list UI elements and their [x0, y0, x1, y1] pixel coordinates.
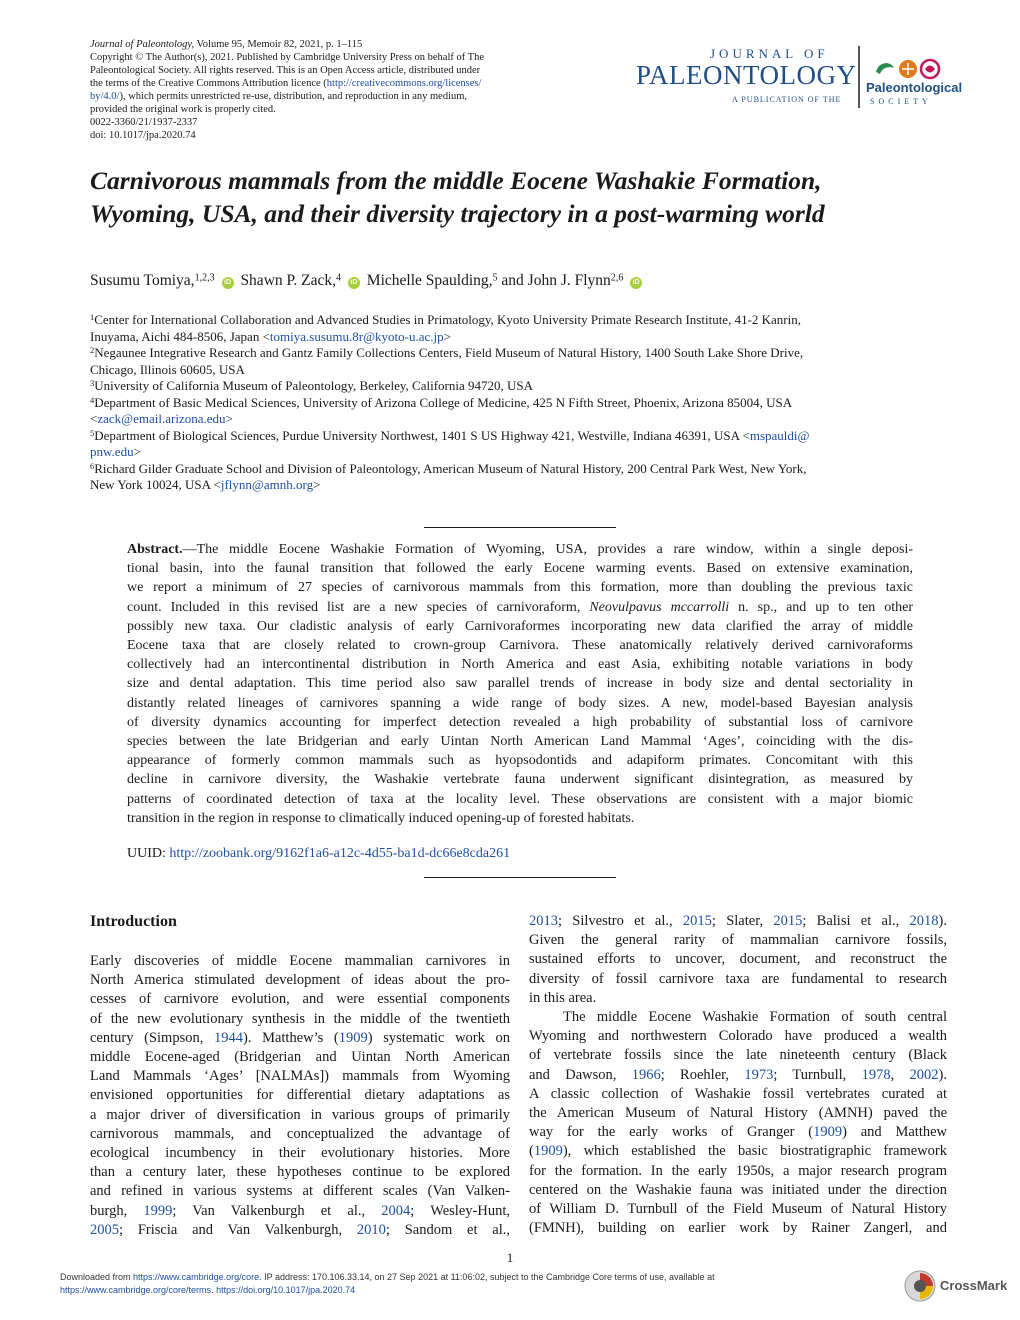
license-line: by/4.0/), which permits unrestricted re-use, distribution, and reproduction in any medium, — [90, 91, 468, 102]
paragraph — [90, 952, 510, 1240]
body-line: the American Museum of Natural History (AMNH) paved the — [529, 1105, 947, 1122]
citation-link[interactable]: 1978 — [861, 1066, 891, 1083]
body-line: A classic collection of Washakie fossil vertebrates curated at — [529, 1085, 947, 1102]
body-line: sustained efforts to uncover, document, and reconstruct the — [529, 951, 947, 968]
body-line: The middle Eocene Washakie Formation of south central — [563, 1009, 947, 1026]
body-line: North America stimulated development of ideas about the pro- — [90, 972, 510, 989]
citation-link[interactable]: 2013 — [529, 913, 558, 929]
citation-link[interactable]: 2018 — [909, 913, 939, 929]
orcid-icon[interactable]: iD — [348, 277, 360, 289]
abstract — [127, 540, 913, 828]
body-line: Wyoming and northwestern Colorado have produced a wealth — [529, 1028, 947, 1045]
abstract-line: appearance of formerly common mammals such as hyopsodontids and adapiform primates. Concomitant with this — [127, 753, 913, 769]
abstract-line: count. Included in this revised list are a new species of carnivoraform, Neovulpavus mccarrolli n. sp., and up to ten other — [127, 599, 913, 615]
abstract-line: transition in the region in response to climatically induced opening-up of forested habitats. — [127, 810, 635, 826]
body-line: way for the early works of Granger (1909) and Matthew — [529, 1124, 948, 1141]
body-column-left — [90, 912, 510, 1240]
author-affil-sup: 4 — [336, 272, 342, 284]
license-link[interactable]: http://creativecommons.org/licenses/ — [326, 78, 482, 89]
affiliations — [90, 312, 920, 494]
citation-link[interactable]: 1973 — [744, 1066, 774, 1083]
journal-logo-top: JOURNAL OF — [710, 46, 829, 61]
email-link[interactable]: mspauldi@ — [749, 427, 810, 443]
paragraph — [529, 912, 947, 1238]
email-link[interactable]: tomiya.susumu.8r@kyoto-u.ac.jp — [269, 328, 444, 344]
citation-link[interactable]: 2015 — [773, 913, 803, 929]
citation-link[interactable]: 1909 — [533, 1143, 563, 1160]
body-line: cesses of carnivore evolution, and were essential components — [90, 991, 510, 1008]
footer-link[interactable]: https://doi.org/10.1017/jpa.2020.74 — [216, 1285, 356, 1295]
abstract-line: species between the late Bridgerian and early Uintan North American Land Mammal ‘Ages’, coinciding with the dis- — [127, 734, 913, 750]
crossmark-icon — [904, 1268, 936, 1304]
body-line: middle Eocene-aged (Bridgerian and Uintan North American — [90, 1049, 510, 1066]
citation-link[interactable]: 1909 — [813, 1124, 843, 1141]
license-line: provided the original work is properly cited. — [90, 104, 276, 115]
abstract-line: tional basin, into the faunal transition that followed the early Eocene warming events. Based on extensive examination, — [127, 561, 913, 577]
section-heading: Introduction — [90, 913, 177, 930]
body-line: a major driver of diversification in various groups of primarily — [90, 1106, 510, 1123]
affiliation: $^2$Negaunee Integrative Research and Gantz Family Collections Centers, Field Museum of Natural History, 1400 South Lake Shore Drive, Chicago, Illinois 60605, USA — [90, 345, 804, 377]
citation-link[interactable]: 2010 — [356, 1221, 386, 1238]
abstract-line: of diversity dynamics accounting for imperfect detection revealed a high probability of substantial loss of carnivore — [127, 714, 913, 730]
citation-block — [90, 38, 570, 142]
orcid-icon[interactable]: iD — [222, 277, 234, 289]
body-line: ecological incumbency in their evolutionary histories. More — [90, 1145, 510, 1162]
download-footer: Downloaded from https://www.cambridge.org/core. IP address: 170.106.33.14, on 27 Sep 2021 at 11:06:02, subject to the Cambridge Core terms of use, available at https://www.cambridge.org/core/terms. https://doi.org/10.1017/jpa.2020.74 — [60, 1272, 715, 1295]
citation-link[interactable]: 2004 — [381, 1202, 411, 1219]
citation-link[interactable]: 2005 — [90, 1221, 119, 1238]
abstract-line: patterns of coordinated detection of taxa at the locality level. These observations are consistent with a major biomic — [127, 791, 913, 807]
license-line: the terms of the Creative Commons Attribution licence (http://creativecommons.org/licenses/ — [90, 78, 482, 89]
body-line: centered on the Washakie fauna was initiated under the direction — [529, 1181, 947, 1198]
issn: 0022-3360/21/1937-2337 — [90, 117, 198, 128]
body-line: 2005; Friscia and Van Valkenburgh, 2010; Sandom et al., — [90, 1221, 510, 1238]
abstract-label: Abstract. — [127, 542, 183, 557]
abstract-line: distantly related lineages of carnivores spanning a wide range of body sizes. A new, model-based Bayesian analysis — [127, 695, 913, 711]
author-affil-sup: 5 — [492, 272, 498, 284]
body-line: of William D. Turnbull of the Field Museum of Natural History — [529, 1201, 947, 1218]
license-link[interactable]: by/4.0/ — [90, 91, 120, 102]
body-line: burgh, 1999; Van Valkenburgh et al., 2004; Wesley-Hunt, — [90, 1202, 510, 1219]
journal-logo-name: PALEONTOLOGY — [636, 60, 857, 90]
citation-link[interactable]: 1944 — [213, 1029, 243, 1046]
affiliation: $^1$Center for International Collaboration and Advanced Studies in Primatology, Kyoto University Primate Research Institute, 41-2 Kanrin, Inuyama, Aichi 484-8506, Japan <tomiya.susumu.8r@kyoto-u.ac.jp> — [90, 312, 801, 344]
abstract-line: decline in carnivore diversity, the Washakie vertebrate fauna underwent significant disintegration, as measured by — [127, 772, 913, 788]
affiliation: $^3$University of California Museum of Paleontology, Berkeley, California 94720, USA — [90, 378, 534, 393]
uuid-label: UUID: — [127, 846, 170, 861]
author-affil-sup: 2,6 — [610, 272, 624, 284]
citation-link[interactable]: 1909 — [338, 1029, 368, 1046]
author-name: Michelle Spaulding, — [366, 272, 493, 289]
body-column-right — [529, 912, 947, 1238]
author-list — [90, 272, 920, 290]
citation-link[interactable]: 2002 — [909, 1066, 939, 1083]
body-line: (1909), which established the basic biostratigraphic framework — [529, 1143, 947, 1160]
copyright-line: Paleontological Society. All rights reserved. This is an Open Access article, distributed under — [90, 65, 481, 76]
author-name: Susumu Tomiya, — [90, 272, 195, 289]
species-name: Neovulpavus mccarrolli — [589, 599, 730, 615]
crossmark-label: CrossMark — [940, 1278, 1008, 1293]
orcid-icon[interactable]: iD — [630, 277, 642, 289]
footer-link[interactable]: https://www.cambridge.org/core/terms — [60, 1285, 212, 1295]
logo-divider — [858, 46, 860, 108]
society-logo-sub: SOCIETY — [870, 97, 932, 106]
abstract-line: Abstract.—The middle Eocene Washakie Formation of Wyoming, USA, provides a rare window, within a single deposi- — [127, 542, 913, 557]
citation-link[interactable]: 2015 — [682, 913, 712, 929]
copyright-line: Copyright © The Author(s), 2021. Published by Cambridge University Press on behalf of The — [90, 52, 485, 63]
abstract-line: we report a minimum of 27 species of carnivorous mammals from this formation, more than doubling the previous taxic — [127, 580, 913, 596]
section-divider — [424, 527, 616, 528]
email-link[interactable]: zack@email.arizona.edu — [97, 411, 226, 426]
body-line: and Dawson, 1966; Roehler, 1973; Turnbull, 1978, 2002). — [529, 1066, 948, 1083]
body-line: envisioned opportunities for differential dietary adaptations as — [90, 1087, 510, 1104]
society-logo-name: Paleontological — [866, 80, 963, 95]
body-line: Land Mammals ‘Ages’ [NALMAs]) mammals from Wyoming — [90, 1068, 510, 1085]
email-link[interactable]: jflynn@amnh.org — [220, 477, 314, 492]
body-line: century (Simpson, 1944). Matthew’s (1909) systematic work on — [90, 1029, 511, 1046]
body-line: Early discoveries of middle Eocene mammalian carnivores in — [90, 953, 510, 969]
affiliation: $^5$Department of Biological Sciences, Purdue University Northwest, 1401 S US Highway 421, Westville, Indiana 46391, USA <mspauldi@ pnw.edu> — [90, 427, 810, 459]
body-line: for the formation. In the early 1950s, a major research program — [529, 1162, 947, 1179]
doi: doi: 10.1017/jpa.2020.74 — [90, 130, 196, 141]
body-line: and refined in various systems at different scales (Van Valken- — [90, 1183, 510, 1200]
affiliation: $^6$Richard Gilder Graduate School and Division of Paleontology, American Museum of Natural History, 200 Central Park West, New York, New York 10024, USA <jflynn@amnh.org> — [90, 460, 807, 492]
abstract-line: possibly new taxa. Our cladistic analysis of early Carnivoraformes incorporating new data clarified the array of middle — [127, 618, 913, 634]
society-emblem-icon — [872, 58, 952, 80]
footer-link[interactable]: https://www.cambridge.org/core — [133, 1272, 260, 1282]
abstract-line: collectively had an intercontinental distribution in North America and east Asia, exhibiting notable variations in body — [127, 657, 913, 673]
author-name: Shawn P. Zack, — [240, 272, 337, 289]
body-line: than a century later, these hypotheses continue to be explored — [90, 1164, 510, 1181]
author-affil-sup: 1,2,3 — [194, 272, 215, 284]
page-number: 1 — [506, 1250, 514, 1265]
body-line: of vertebrate fossils since the late nineteenth century (Black — [529, 1047, 947, 1064]
abstract-line: Eocene taxa that are closely related to crown-group Carnivora. These anatomically relatively derived carnivoraforms — [127, 638, 913, 654]
section-divider — [424, 877, 616, 878]
abstract-line: size and dental adaptation. This time period also saw parallel trends of increase in body size and dental sectoriality in — [127, 676, 913, 692]
author-name: and John J. Flynn — [501, 272, 611, 289]
crossmark-badge[interactable] — [904, 1268, 1014, 1308]
body-line: 2013; Silvestro et al., 2015; Slater, 2015; Balisi et al., 2018). — [529, 913, 947, 929]
body-line: (FMNH), building on earlier work by Rainer Zangerl, and — [529, 1220, 947, 1237]
body-line: in this area. — [529, 989, 597, 1006]
uuid-link[interactable]: http://zoobank.org/9162f1a6-a12c-4d55-ba1d-dc66e8cda261 — [169, 846, 511, 861]
article-title — [90, 164, 920, 230]
body-line: diversity of fossil carnivore taxa are fundamental to research — [529, 970, 947, 987]
title-line: Carnivorous mammals from the middle Eocene Washakie Formation, — [90, 166, 822, 195]
body-line: Given the general rarity of mammalian carnivore fossils, — [529, 932, 947, 949]
journal-logo-sub: A PUBLICATION OF THE — [732, 95, 842, 104]
citation-link[interactable]: 1966 — [631, 1066, 661, 1083]
affiliation: $^4$Department of Basic Medical Sciences, University of Arizona College of Medicine, 425 N Fifth Street, Phoenix, Arizona 85004, USA <zack@email.arizona.edu> — [90, 394, 793, 426]
journal-logo — [636, 46, 858, 108]
society-logo — [866, 58, 963, 108]
body-line: of the new evolutionary synthesis in the middle of the twentieth — [90, 1010, 510, 1027]
email-link[interactable]: pnw.edu — [90, 444, 134, 459]
body-line: carnivorous mammals, and conceptualized the advantage of — [90, 1125, 510, 1142]
citation-link[interactable]: 1999 — [143, 1202, 173, 1219]
citation-line: Journal of Paleontology, Volume 95, Memoir 82, 2021, p. 1–115 — [90, 39, 363, 50]
uuid-line — [127, 846, 510, 862]
title-line: Wyoming, USA, and their diversity trajectory in a post-warming world — [90, 199, 825, 228]
